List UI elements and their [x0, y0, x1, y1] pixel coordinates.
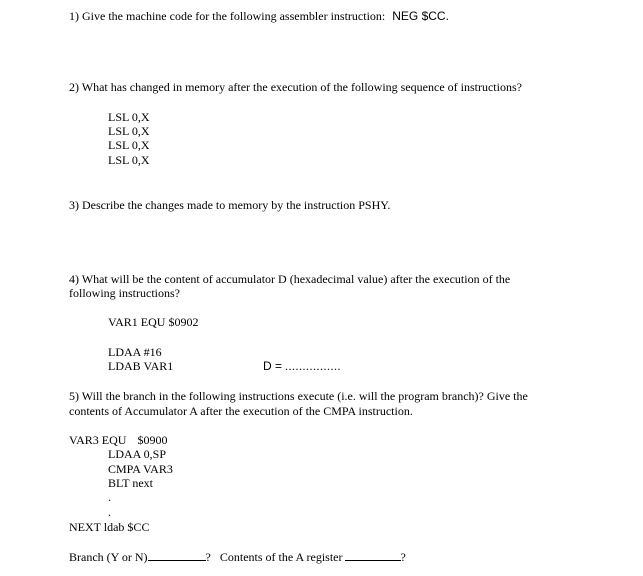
question-4-text-line2: following instructions?	[69, 286, 180, 300]
equ-line: VAR1 EQU $0902	[108, 315, 199, 329]
continuation-dot: .	[108, 490, 111, 504]
question-5-text-line1: 5) Will the branch in the following instructions execute (i.e. will the program branch)? Give the	[69, 389, 528, 403]
code-line: LSL 0,X	[108, 153, 150, 167]
answer-row	[69, 550, 406, 564]
next-line: NEXT ldab $CC	[69, 520, 150, 534]
question-2-text: 2) What has changed in memory after the execution of the following sequence of instructions?	[69, 80, 522, 94]
continuation-dot: .	[108, 505, 111, 519]
question-1	[69, 9, 449, 23]
code-line: LDAB VAR1	[108, 359, 174, 373]
answer-d	[263, 359, 341, 373]
question-4-text-line1: 4) What will be the content of accumulator D (hexadecimal value) after the execution of the	[69, 272, 511, 286]
branch-answer-blank	[148, 550, 206, 561]
code-line: LSL 0,X	[108, 110, 150, 124]
code-line: LDAA #16	[108, 345, 162, 359]
question-5-text-line2: contents of Accumulator A after the execution of the CMPA instruction.	[69, 404, 413, 418]
code-line: LDAA 0,SP	[108, 447, 167, 461]
code-line: BLT next	[108, 476, 154, 490]
contents-answer-blank	[345, 550, 401, 561]
var3-label: VAR3 EQU	[69, 433, 127, 447]
question-1-text: 1) Give the machine code for the following assembler instruction:	[69, 9, 386, 23]
question-3-text: 3) Describe the changes made to memory by the instruction PSHY.	[69, 198, 391, 212]
answer-d-label: D =	[263, 359, 283, 373]
question-mark: ?	[400, 550, 406, 564]
var3-equ-line	[69, 433, 167, 447]
branch-label: Branch (Y or N)	[69, 550, 148, 564]
question-mark: ?	[205, 550, 211, 564]
var3-value: $0900	[137, 433, 168, 447]
question-1-instruction: NEG $CC.	[392, 9, 449, 23]
answer-d-blank: ................	[285, 359, 342, 373]
contents-label: Contents of the A register	[219, 550, 343, 564]
code-line: CMPA VAR3	[108, 462, 173, 476]
code-line: LSL 0,X	[108, 138, 150, 152]
code-line: LSL 0,X	[108, 124, 150, 138]
